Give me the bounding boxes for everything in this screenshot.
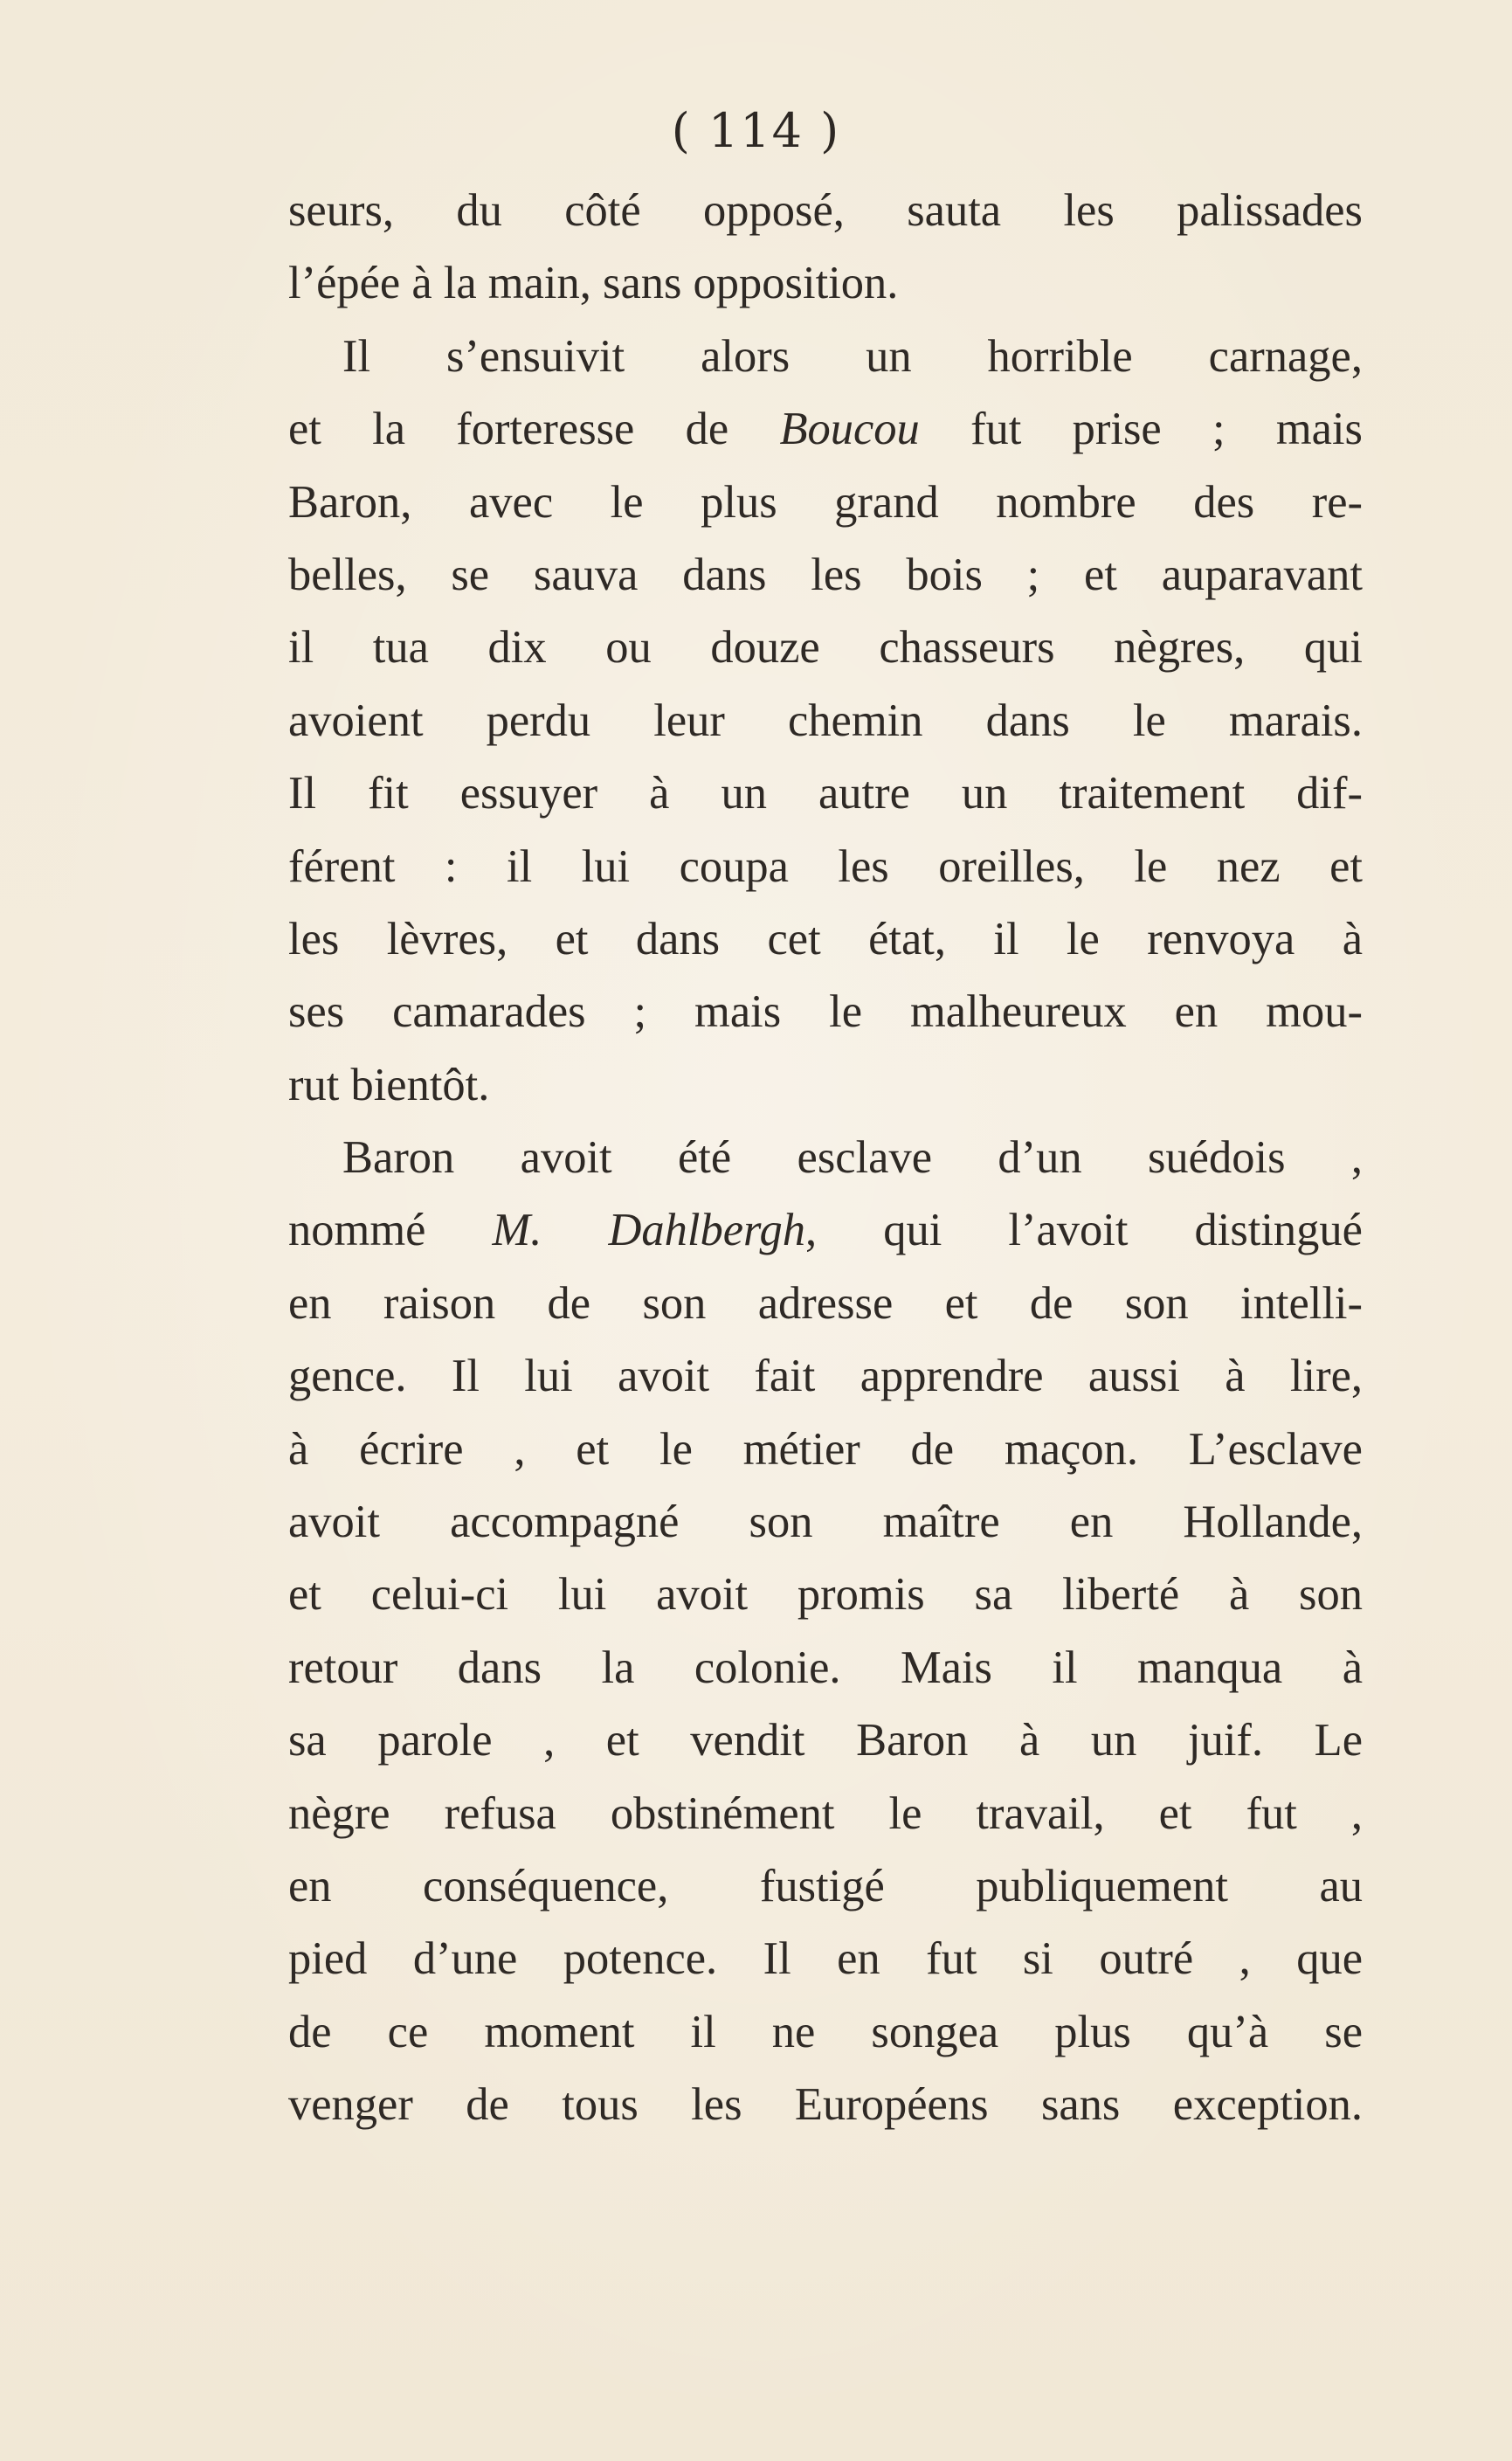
text-run: et la forteresse de xyxy=(288,404,780,455)
text-line: nègre refusa obstinément le travail, et fut , xyxy=(288,1787,1363,1839)
text-line: l’épée à la main, sans opposition. xyxy=(288,258,899,309)
text-line: en raison de son adresse et de son intelli- xyxy=(288,1277,1363,1329)
text-line: les lèvres, et dans cet état, il le renvoya à xyxy=(288,913,1363,964)
body-text xyxy=(288,175,1363,2142)
text-line: avoit accompagné son maître en Hollande, xyxy=(288,1497,1363,1548)
text-run: fut prise ; mais xyxy=(919,404,1363,455)
text-line: Il s’ensuivit alors un horrible carnage, xyxy=(342,330,1363,382)
text-line xyxy=(288,1194,1363,1267)
text-line: il tua dix ou douze chasseurs nègres, qui xyxy=(288,622,1363,674)
text-line: rut bientôt. xyxy=(288,1059,490,1110)
text-line: Il fit essuyer à un autre un traitement dif- xyxy=(288,768,1363,819)
text-line: pied d’une potence. Il en fut si outré , que xyxy=(288,1933,1363,1985)
text-line: Baron, avec le plus grand nombre des re- xyxy=(288,476,1363,528)
text-run: nommé xyxy=(288,1205,493,1256)
text-line xyxy=(288,393,1363,466)
text-line: seurs, du côté opposé, sauta les palissades xyxy=(288,185,1363,236)
text-line: Baron avoit été esclave d’un suédois , xyxy=(342,1132,1363,1184)
text-line: sa parole , et vendit Baron à un juif. Le xyxy=(288,1715,1363,1766)
text-line: ses camarades ; mais le malheureux en mou- xyxy=(288,986,1363,1038)
text-line: avoient perdu leur chemin dans le marais. xyxy=(288,695,1363,746)
text-line: de ce moment il ne songea plus qu’à se xyxy=(288,2006,1363,2057)
page-number: ( 114 ) xyxy=(671,103,841,158)
text-run: , qui l’avoit distingué xyxy=(805,1205,1363,1256)
text-line: et celui-ci lui avoit promis sa liberté à son xyxy=(288,1569,1363,1621)
text-line: en conséquence, fustigé publiquement au xyxy=(288,1860,1363,1911)
text-line: gence. Il lui avoit fait apprendre aussi à lire, xyxy=(288,1351,1363,1402)
text-line: férent : il lui coupa les oreilles, le nez et xyxy=(288,840,1363,892)
text-line: à écrire , et le métier de maçon. L’esclave xyxy=(288,1423,1363,1475)
text-line: belles, se sauva dans les bois ; et auparavant xyxy=(288,549,1363,600)
text-line: retour dans la colonie. Mais il manqua à xyxy=(288,1642,1363,1693)
text-line: venger de tous les Européens sans exception. xyxy=(288,2079,1363,2131)
person-name-italic: M. Dahlbergh xyxy=(492,1205,806,1256)
place-name-italic: Boucou xyxy=(779,404,920,455)
